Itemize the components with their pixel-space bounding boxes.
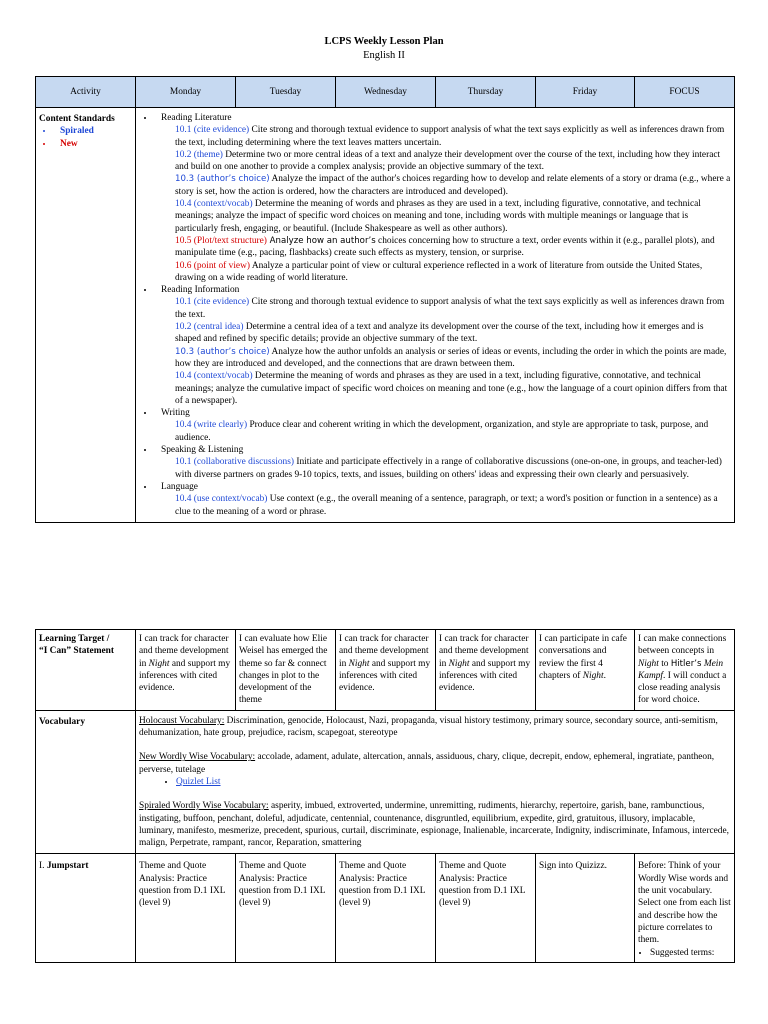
standard-text: Analyze the impact of the author's choices regarding how to develop and relate elements of a story or drama (e.g., where a story is set, how the action is ordered, how the characters are introduced and developed).	[175, 174, 731, 197]
standard-code: 10.1 (cite evidence)	[175, 297, 250, 308]
jumpstart-wednesday: Theme and Quote Analysis: Practice question from D.1 IXL (level 9)	[336, 854, 436, 962]
standard-text: Cite strong and thorough textual evidence to support analysis of what the text says explicitly as well as inferences drawn from the text.	[175, 297, 725, 320]
i-can-label: “I Can” Statement	[39, 646, 114, 657]
learning-target-wednesday	[336, 630, 436, 711]
standards-legend	[39, 125, 132, 150]
text: .	[603, 670, 606, 681]
standards-section-language	[155, 481, 731, 518]
standard-text: Use context (e.g., the overall meaning of a sentence, paragraph, or text; a word's position or function in a sentence) as a clue to the meaning of a word or phrase.	[175, 494, 718, 517]
standard-code: 10.6 (point of view)	[175, 260, 250, 271]
column-header-tuesday: Tuesday	[236, 77, 336, 108]
table-header-row	[36, 77, 735, 108]
text: I can participate in cafe conversations and review the first 4 chapters of	[539, 634, 627, 681]
text: Hitler’s	[670, 658, 702, 669]
learning-target-label: Learning Target /	[39, 634, 110, 644]
book-title: Mein Kampf	[638, 658, 724, 681]
learning-target-friday	[536, 630, 635, 711]
learning-target-focus	[635, 630, 735, 711]
standards-section-reading-literature	[155, 112, 731, 284]
book-title: Night	[148, 658, 170, 669]
quizlet-list-item	[176, 776, 731, 788]
column-header-focus: FOCUS	[635, 77, 735, 108]
section-heading: Language	[161, 481, 198, 492]
book-title: Night	[582, 670, 604, 681]
suggested-terms-list	[638, 947, 731, 959]
section-heading: Reading Literature	[161, 113, 232, 123]
new-vocabulary-terms: accolade, adament, adulate, altercation, annals, assiduous, chary, clique, decrepit, endow, ephemeral, ingratiate, pantheon, perverse, tutelage	[139, 752, 715, 775]
section-heading: Reading Information	[161, 285, 240, 296]
text: I can track for character and theme development in	[439, 634, 529, 669]
standard-text: Determine two or more central ideas of a text and analyze their development over the course of the text, including how they interact and build on one another to provide a complex analysis; provide an objective summary of the text.	[175, 149, 721, 173]
standard-text: Determine the meaning of words and phrases as they are used in a text, including figurative, connotative, and technical meanings; analyze the impact of specific word choices on meaning and tone, including words with multiple meanings or language that is particularly fresh, engaging, or beautiful. (Include Shakespeare as well as other authors).	[175, 199, 701, 234]
learning-target-label-cell	[36, 630, 136, 711]
legend-new: • New	[54, 138, 132, 150]
column-header-thursday: Thursday	[436, 77, 536, 108]
standard-code: 10.4 (use context/vocab)	[175, 494, 268, 505]
standards-list	[139, 112, 731, 518]
standard-code: 10.2 (theme)	[175, 149, 223, 160]
standards-section-speaking-listening	[155, 444, 731, 481]
text: and support my inferences with cited evidence.	[139, 658, 231, 694]
standard-item	[161, 260, 731, 285]
column-header-wednesday: Wednesday	[336, 77, 436, 108]
standard-text: Determine a central idea of a text and analyze its development over the course of the text, including how it emerges and is shaped and refined by specific details; provide an objective summary of the text.	[175, 322, 704, 345]
vocabulary-cell	[136, 710, 735, 854]
spiraled-vocabulary-label: Spiraled Wordly Wise Vocabulary:	[139, 801, 269, 812]
column-header-activity: Activity	[36, 77, 136, 108]
quizlet-link[interactable]: Quizlet List	[176, 776, 221, 787]
content-standards-row	[36, 108, 735, 523]
standard-text: Analyze how the author unfolds an analysis or series of ideas or events, including the order in which the points are made, how they are introduced and developed, and the connections that are drawn between them.	[175, 346, 727, 369]
standard-code: 10.4 (write clearly)	[175, 420, 248, 431]
standards-section-writing	[155, 407, 731, 444]
standard-code: 10.3 (author’s choice)	[175, 174, 270, 185]
book-title: Night	[348, 658, 370, 669]
jumpstart-number: I.	[39, 861, 47, 872]
holocaust-vocabulary-terms: Discrimination, genocide, Holocaust, Nazi, propaganda, visual history testimony, primary source, secondary source, anti-semitism, dehumanization, hate group, prejudice, racism, scapegoat, stereotype	[139, 715, 718, 739]
standard-text: choices concerning how to structure a text, order events within it (e.g., parallel plots), and manipulate time (e.g., pacing, flashbacks) create such effects as mystery, tension, or surprise.	[175, 235, 715, 259]
text: . I will conduct a close reading analysis for word choice.	[638, 670, 727, 706]
standard-item	[161, 149, 731, 174]
jumpstart-monday: Theme and Quote Analysis: Practice question from D.1 IXL (level 9)	[136, 854, 236, 962]
section-heading: Writing	[161, 408, 190, 419]
standard-item	[161, 456, 731, 481]
learning-target-row	[36, 630, 735, 711]
holocaust-vocabulary-label: Holocaust Vocabulary:	[139, 715, 225, 726]
column-header-friday: Friday	[536, 77, 635, 108]
learning-target-thursday	[436, 630, 536, 711]
standard-text: Determine the meaning of words and phrases as they are used in a text, including figurative, connotative, and technical meanings; analyze the cumulative impact of specific word choices on meaning and tone (e.g., how the language of a court opinion differs from that of a newspaper).	[175, 371, 728, 406]
jumpstart-tuesday: Theme and Quote Analysis: Practice question from D.1 IXL (level 9)	[236, 854, 336, 962]
standard-item	[161, 124, 731, 149]
standard-item	[161, 419, 731, 444]
standard-item	[161, 493, 731, 518]
standard-item	[161, 370, 731, 407]
quizlet-list	[139, 776, 731, 788]
standard-item	[161, 296, 731, 321]
jumpstart-friday: Sign into Quizizz.	[536, 854, 635, 962]
spiraled-vocabulary-terms: asperity, imbued, extroverted, undermine, unremitting, rudiments, hierarchy, repertoire, garish, bane, rambunctious, instigating, buffoon, penchant, doleful, adjudicate, centennial, countenance, disgruntled, equilibrium, expedite, gird, gratuitous, illusory, implacable, luminary, manifesto, mesmerize, precedent, spurious, curtail, discriminate, espionage, Inalienable, incarcerate, Indignity, indiscriminate, Infamous, intercede, malign, Perpetrate, rampant, rancor, Reparation, smattering	[139, 801, 729, 849]
vocabulary-row	[36, 710, 735, 854]
page-title: LCPS Weekly Lesson Plan	[324, 36, 444, 47]
learning-target-monday	[136, 630, 236, 711]
text: and support my inferences with cited evidence.	[339, 658, 431, 694]
page-subtitle: English II	[363, 50, 405, 61]
standard-item	[161, 235, 731, 260]
jumpstart-row	[36, 854, 735, 962]
suggested-terms-item: • Suggested terms:	[650, 947, 731, 959]
jumpstart-label: Jumpstart	[46, 861, 89, 872]
standard-text: Initiate and participate effectively in a range of collaborative discussions (one-on-one, in groups, and teacher-led) with diverse partners on grades 9-10 topics, texts, and issues, building on others' ideas and expressing their own clearly and persuasively.	[175, 457, 722, 480]
jumpstart-focus	[635, 854, 735, 962]
standard-item	[161, 321, 731, 346]
standard-code: 10.2 (central idea)	[175, 322, 244, 333]
standards-section-reading-information	[155, 284, 731, 407]
text: and support my inferences with cited evidence.	[439, 658, 531, 694]
standard-code: 10.4 (context/vocab)	[175, 199, 253, 210]
legend-spiraled: • Spiraled	[54, 125, 132, 137]
new-wordly-wise-vocabulary	[139, 751, 731, 788]
section-heading: Speaking & Listening	[161, 445, 244, 456]
standard-code: 10.5 (Plot/text structure)	[175, 235, 267, 246]
content-standards-cell	[136, 108, 735, 523]
standard-text: Cite strong and thorough textual evidence to support analysis of what the text says explicitly as well as inferences drawn from the text, including determining where the text leaves matters uncertain.	[175, 125, 725, 148]
content-standards-label-cell	[36, 108, 136, 523]
standard-item	[161, 346, 731, 371]
text: I can track for character and theme development in	[139, 634, 229, 669]
standard-item	[161, 198, 731, 235]
standard-text: Analyze a particular point of view or cultural experience reflected in a work of literature from outside the United States, drawing on a wide reading of world literature.	[175, 260, 703, 283]
standard-code: 10.1 (collaborative discussions)	[175, 457, 294, 468]
content-standards-label: Content Standards	[39, 114, 115, 124]
standard-item	[161, 173, 731, 198]
book-title: Night	[448, 658, 470, 669]
spiraled-wordly-wise-vocabulary	[139, 800, 731, 849]
column-header-monday: Monday	[136, 77, 236, 108]
lesson-activities-table	[35, 629, 735, 963]
book-title: Night	[638, 658, 659, 669]
text: to	[658, 658, 671, 669]
standard-code: 10.3 (author’s choice)	[175, 346, 270, 357]
jumpstart-label-cell	[36, 854, 136, 962]
new-vocabulary-label: New Wordly Wise Vocabulary:	[139, 752, 256, 763]
text: I can track for character and theme development in	[339, 634, 429, 669]
standard-text-script: Analyze how an author’s	[266, 235, 376, 246]
jumpstart-thursday: Theme and Quote Analysis: Practice question from D.1 IXL (level 9)	[436, 854, 536, 962]
learning-target-tuesday: I can evaluate how Elie Weisel has emerged the theme so far & connect changes in plot to the development of the theme	[236, 630, 336, 711]
lesson-plan-table	[35, 76, 735, 523]
standard-code: 10.4 (context/vocab)	[175, 371, 253, 382]
standard-text: Produce clear and coherent writing in which the development, organization, and style are appropriate to task, purpose, and audience.	[175, 420, 709, 443]
jumpstart-focus-text: Before: Think of your Wordly Wise words and the unit vocabulary. Select one from each list and describe how the picture correlates to them.	[638, 861, 731, 946]
text: I can make connections between concepts in	[638, 634, 727, 657]
standard-code: 10.1 (cite evidence)	[175, 125, 250, 136]
holocaust-vocabulary	[139, 715, 731, 740]
vocabulary-label: Vocabulary	[36, 710, 136, 854]
